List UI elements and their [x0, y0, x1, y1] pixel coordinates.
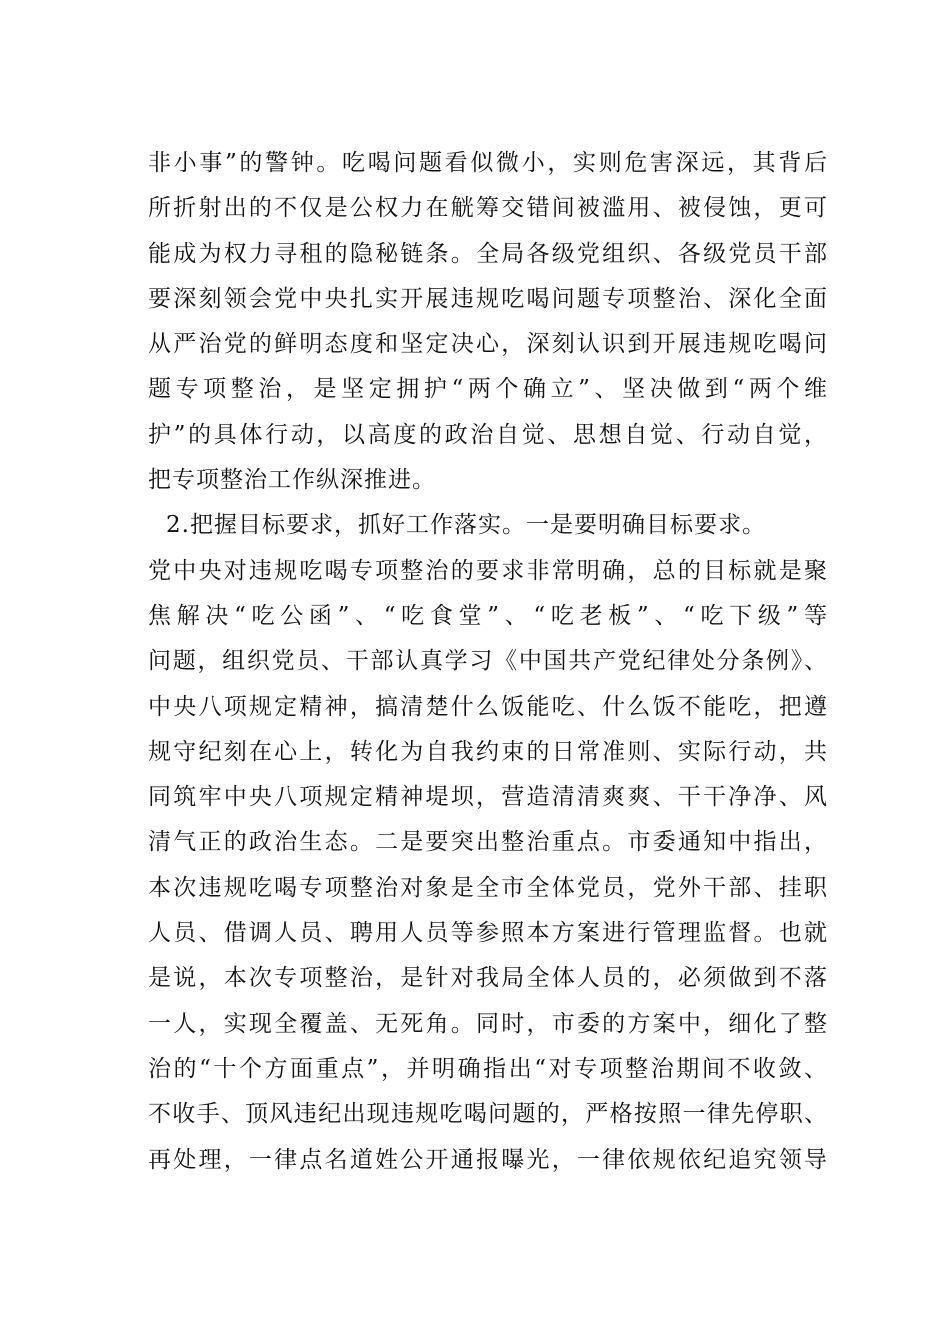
text-line: 非小事”的警钟。吃喝问题看似微小，实则危害深远，其背后: [148, 150, 828, 176]
text-line: 不收手、顶风违纪出现违规吃喝问题的，严格按照一律先停职、: [148, 1101, 828, 1128]
text-line: 再处理，一律点名道姓公开通报曝光，一律依规依纪追究领导: [148, 1146, 828, 1173]
text-line: 规守纪刻在心上，转化为自我约束的日常准则、实际行动，共: [148, 738, 828, 765]
text-line: 焦解决“吃公函”、“吃食堂”、“吃老板”、“吃下级”等: [148, 602, 828, 629]
text-line: 人员、借调人员、聘用人员等参照本方案进行管理监督。也就: [148, 920, 828, 947]
text-line: 能成为权力寻租的隐秘链条。全局各级党组织、各级党员干部: [148, 240, 828, 267]
text-line: 本次违规吃喝专项整治对象是全市全体党员，党外干部、挂职: [148, 874, 828, 901]
paragraph-2: [148, 503, 828, 1182]
paragraph-1: [148, 141, 828, 503]
text-line: 要深刻领会党中央扎实开展违规吃喝问题专项整治、深化全面: [148, 285, 828, 312]
document-body: [148, 141, 828, 1183]
text-line: 所折射出的不仅是公权力在觥筹交错间被滥用、被侵蚀，更可: [148, 195, 828, 222]
text-line: 是说，本次专项整治，是针对我局全体人员的，必须做到不落: [148, 965, 828, 992]
text-line: 清气正的政治生态。二是要突出整治重点。市委通知中指出，: [148, 829, 828, 856]
text-line: 把专项整治工作纵深推进。: [148, 467, 436, 494]
text-line: 同筑牢中央八项规定精神堤坝，营造清清爽爽、干干净净、风: [148, 784, 828, 811]
text-line: 题专项整治，是坚定拥护“两个确立”、坚决做到“两个维: [148, 376, 828, 403]
text-line: 党中央对违规吃喝专项整治的要求非常明确，总的目标就是聚: [148, 557, 828, 584]
text-line: 一人，实现全覆盖、无死角。同时，市委的方案中，细化了整: [148, 1010, 828, 1037]
text-line: 从严治党的鲜明态度和坚定决心，深刻认识到开展违规吃喝问: [148, 331, 828, 358]
text-line: 中央八项规定精神，搞清楚什么饭能吃、什么饭不能吃，把遵: [148, 693, 828, 720]
text-line: 治的“十个方面重点”，并明确指出“对专项整治期间不收敛、: [148, 1055, 828, 1082]
text-line: 护”的具体行动，以高度的政治自觉、思想自觉、行动自觉，: [148, 421, 828, 448]
text-line: 问题，组织党员、干部认真学习《中国共产党纪律处分条例》、: [148, 648, 828, 675]
text-line: 2.把握目标要求，抓好工作落实。一是要明确目标要求。: [166, 512, 766, 539]
